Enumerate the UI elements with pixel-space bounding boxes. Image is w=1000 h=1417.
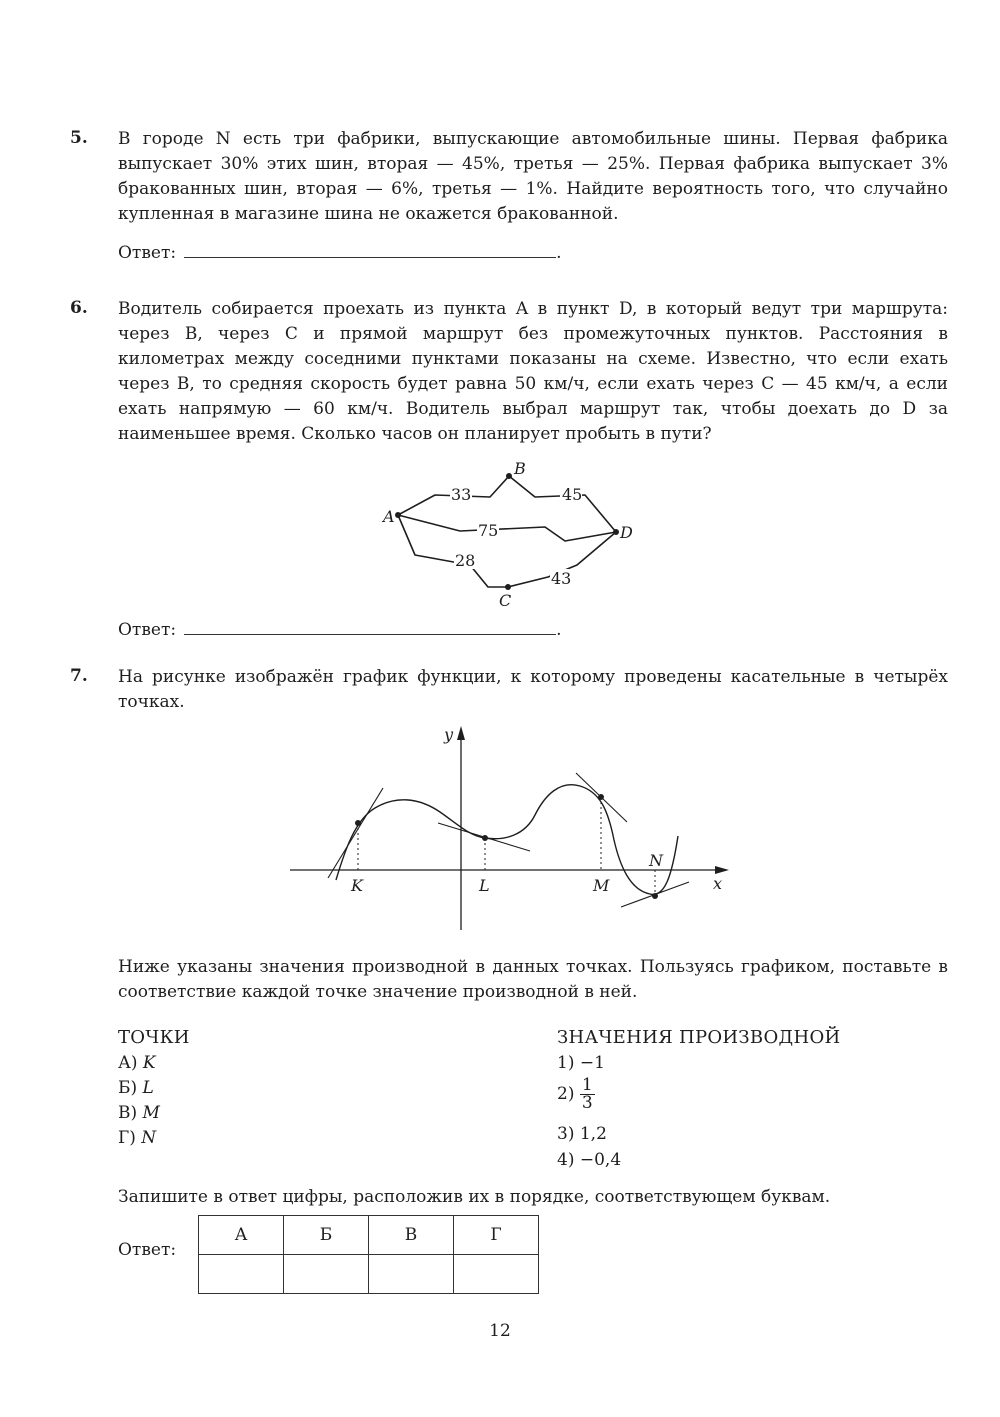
- point-option-g: Г) N: [118, 1128, 157, 1148]
- point-a-label: A: [383, 507, 395, 526]
- problem-6-text: Водитель собирается проехать из пункта A в пункт D, в который ведут три маршрута: через B, через C и прямой маршрут без промежуточных пунктов. Расстояния в километрах между соседними пунктами показаны на схеме. Известно, что если ехать через B, то средняя скорость будет равна 50 км/ч, если ехать через C — 45 км/ч, а если ехать напрямую — 60 км/ч. Водитель выбрал маршрут так, чтобы доехать до D за наименьшее время. Сколько часов он планирует пробыть в пути?: [118, 299, 948, 444]
- problem-7-number: 7.: [70, 666, 88, 686]
- answer-table: [198, 1215, 539, 1294]
- problem-5-text: В городе N есть три фабрики, выпускающие автомобильные шины. Первая фабрика выпускает 30% этих шин, вторая — 45%, третья — 25%. Первая фабрика выпускает 3% бракованных шин, вторая — 6%, третья — 1%. Найдите вероятность того, что случайно купленная в магазине шина не окажется бракованной.: [118, 129, 948, 224]
- y-axis-arrow: [457, 726, 465, 740]
- problem-5-answer: Ответ: .: [118, 243, 562, 263]
- point-c-label: C: [499, 591, 512, 610]
- derivative-values-header: ЗНАЧЕНИЯ ПРОИЗВОДНОЙ: [557, 1027, 841, 1048]
- point-option-b: Б) L: [118, 1078, 154, 1098]
- answer-label: Ответ:: [118, 243, 177, 263]
- point-m-label: M: [593, 876, 610, 895]
- function-graph: [285, 720, 735, 935]
- tangent-k: [328, 788, 383, 878]
- point-n-label: N: [649, 851, 663, 870]
- answer-cell-g[interactable]: [454, 1255, 539, 1294]
- problem-6-number: 6.: [70, 298, 88, 318]
- page-number: 12: [489, 1321, 511, 1341]
- value-option-3: 3) 1,2: [557, 1124, 607, 1144]
- point-option-a: А) K: [118, 1053, 156, 1073]
- y-axis-label: y: [444, 725, 454, 744]
- point-k-dot: [355, 820, 361, 826]
- x-axis-arrow: [715, 866, 729, 874]
- fraction-one-third: $\frac{1}{3}$: [581, 1075, 593, 1113]
- point-b-label: B: [514, 459, 526, 478]
- route-ad: [398, 515, 616, 541]
- point-l-label: L: [479, 876, 490, 895]
- point-l-dot: [482, 835, 488, 841]
- function-curve: [336, 785, 678, 895]
- answer-header-a: А: [199, 1216, 284, 1255]
- value-option-1: 1) −1: [557, 1053, 605, 1073]
- point-option-v: В) M: [118, 1103, 160, 1123]
- answer-header-b: Б: [284, 1216, 369, 1255]
- x-axis-label: x: [713, 874, 723, 893]
- answer-header-v: В: [369, 1216, 454, 1255]
- answer-blank[interactable]: [184, 618, 556, 635]
- answer-cell-b[interactable]: [284, 1255, 369, 1294]
- point-a-dot: [395, 512, 401, 518]
- answer-cell-a[interactable]: [199, 1255, 284, 1294]
- answer-table-input-row: [199, 1255, 539, 1294]
- problem-7-intro: На рисунке изображён график функции, к которому проведены касательные в четырёх точках.: [118, 667, 948, 712]
- answer-label: Ответ:: [118, 620, 177, 640]
- distance-ad: 75: [478, 521, 499, 540]
- point-c-dot: [505, 584, 511, 590]
- point-k-label: K: [351, 876, 363, 895]
- points-header: ТОЧКИ: [118, 1027, 190, 1048]
- point-n-dot: [652, 893, 658, 899]
- route-diagram: [370, 455, 650, 615]
- problem-7-instruction: Ниже указаны значения производной в данных точках. Пользуясь графиком, поставьте в соответствие каждой точке значение производной в ней.: [118, 957, 948, 1002]
- value-option-2: 2) $\frac{1}{3}$: [557, 1075, 593, 1113]
- distance-bd: 45: [562, 485, 583, 504]
- problem-5-number: 5.: [70, 128, 88, 148]
- distance-ab: 33: [451, 485, 472, 504]
- distance-ac: 28: [455, 551, 476, 570]
- write-instruction: Запишите в ответ цифры, расположив их в порядке, соответствующем буквам.: [118, 1187, 831, 1207]
- answer-cell-v[interactable]: [369, 1255, 454, 1294]
- point-b-dot: [506, 473, 512, 479]
- problem-7-answer-label: Ответ:: [118, 1240, 177, 1260]
- value-option-4: 4) −0,4: [557, 1150, 622, 1170]
- answer-blank[interactable]: [184, 241, 556, 258]
- point-d-dot: [613, 529, 619, 535]
- distance-cd: 43: [551, 569, 572, 588]
- point-d-label: D: [620, 523, 633, 542]
- problem-6-answer: Ответ: .: [118, 620, 562, 640]
- answer-header-g: Г: [454, 1216, 539, 1255]
- answer-table-header-row: [199, 1216, 539, 1255]
- point-m-dot: [598, 794, 604, 800]
